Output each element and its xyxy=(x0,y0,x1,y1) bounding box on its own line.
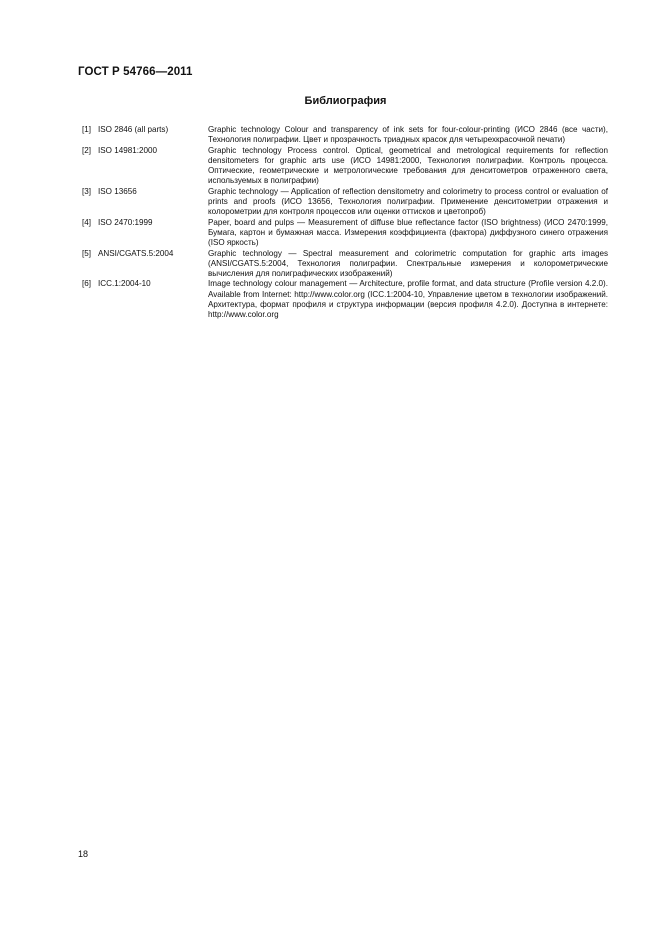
bibliography-entry xyxy=(82,249,608,280)
entry-standard-code: ANSI/CGATS.5:2004 xyxy=(98,248,174,258)
section-title: Библиография xyxy=(304,95,387,107)
entry-description: Graphic technology Colour and transparency of ink sets for four-colour-printing (ИСО 2846 (все части), Технология полиграфии. Цвет и прозрачность триадных красок для четырехкрасочной печати) xyxy=(208,125,608,145)
entry-number: [5] xyxy=(82,248,91,258)
bibliography-list xyxy=(82,125,608,321)
entry-standard-code: ISO 2846 (all parts) xyxy=(98,125,169,134)
bibliography-entry xyxy=(82,125,608,146)
document-header: ГОСТ Р 54766—2011 xyxy=(78,66,193,78)
entry-description: Graphic technology Process control. Optical, geometrical and metrological requirements for reflection densitometers for graphic arts use (ИСО 14981:2000, Технология полиграфии. Контроль процесса. Оптические, геометрические и метрологические требования для денситометров отраженного света, используемых в полиграфии) xyxy=(208,145,608,186)
entry-standard-code: ISO 14981:2000 xyxy=(98,145,157,155)
entry-number: [6] xyxy=(82,279,91,289)
entry-number: [4] xyxy=(82,217,91,227)
entry-number: [1] xyxy=(82,125,91,134)
entry-description: Image technology colour management — Architecture, profile format, and data structure (Profile version 4.2.0). Available from Internet: http://www.color.org (ICC.1:2004-10, Управление цветом в технологии изображений. Архитектура, формат профиля и структура информации (версия профиля 4.2.0). Доступна в интернете: http://www.color.org xyxy=(208,279,608,320)
bibliography-entry xyxy=(82,146,608,187)
bibliography-entry xyxy=(82,279,608,320)
entry-number: [3] xyxy=(82,186,91,196)
entry-standard-code: ISO 13656 xyxy=(98,186,137,196)
page-number: 18 xyxy=(78,849,89,859)
entry-description: Graphic technology — Spectral measurement and colorimetric computation for graphic arts images (ANSI/CGATS.5:2004, Технология полиграфии. Спектральные измерения и колорометрические вычисления для полиграфических изображений) xyxy=(208,248,608,279)
bibliography-entry xyxy=(82,187,608,218)
entry-standard-code: ICC.1:2004-10 xyxy=(98,279,151,289)
bibliography-entry xyxy=(82,218,608,249)
entry-standard-code: ISO 2470:1999 xyxy=(98,217,153,227)
entry-description: Graphic technology — Application of reflection densitometry and colorimetry to process control or evaluation of prints and proofs (ИСО 13656, Технология полиграфии. Применение денситометрии отражения и колорометрии для контроля процессов или оценки оттисков и цветопроб) xyxy=(208,186,608,217)
entry-description: Paper, board and pulps — Measurement of diffuse blue reflectance factor (ISO brightness) (ИСО 2470:1999, Бумага, картон и бумажная масса. Измерения коэффициента (фактора) диффузного синего отражения (ISO яркость) xyxy=(208,217,608,248)
entry-number: [2] xyxy=(82,145,91,155)
